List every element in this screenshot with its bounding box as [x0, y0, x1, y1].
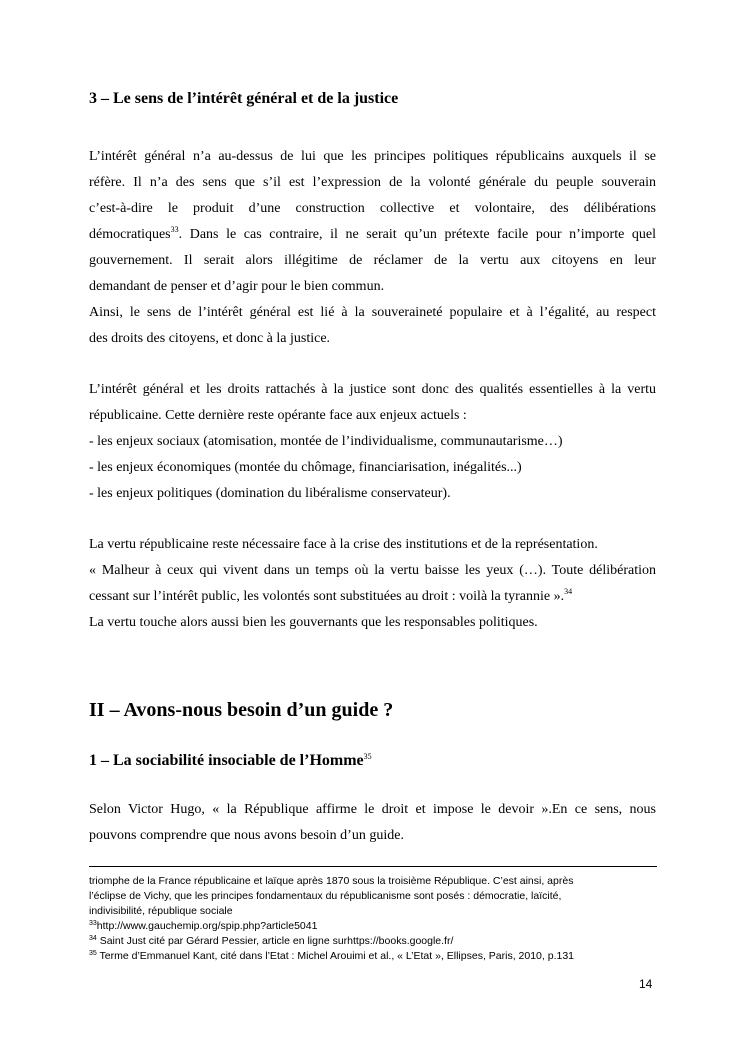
paragraph-text: . Dans le cas contraire, il ne serait qu’un prétexte facile pour n’importe quel [178, 227, 656, 242]
paragraph-line: L’intérêt général n’a au-dessus de lui que les principes politiques républicains auxquels il se [89, 149, 656, 164]
quote-line [89, 588, 656, 606]
footnote-ref-34: 34 [564, 587, 573, 596]
subsection-title: 1 – La sociabilité insociable de l’Homme [89, 752, 364, 769]
footnote-link[interactable]: http://www.gauchemip.org/spip.php?article5041 [96, 920, 318, 932]
paragraph-line: gouvernement. Il serait alors illégitime de réclamer de la vertu aux citoyens en leur [89, 253, 656, 268]
section-heading: 3 – Le sens de l’intérêt général et de la justice [89, 90, 399, 107]
paragraph-line: demandant de penser et d’agir pour le bien commun. [89, 279, 385, 294]
list-item: - les enjeux économiques (montée du chômage, financiarisation, inégalités...) [89, 460, 522, 475]
list-item: - les enjeux politiques (domination du libéralisme conservateur). [89, 486, 451, 501]
footnote-text: Terme d’Emmanuel Kant, cité dans l’Etat : Michel Arouimi et al., « L’Etat », Ellipses, Paris, 2010, p.131 [96, 950, 575, 962]
paragraph-line: La vertu républicaine reste nécessaire face à la crise des institutions et de la représentation. [89, 537, 598, 552]
paragraph-line: réfère. Il n’a des sens que s’il est l’expression de la volonté générale du peuple souverain [89, 175, 656, 190]
paragraph-line: Ainsi, le sens de l’intérêt général est lié à la souveraineté populaire et à l’égalité, au respect [89, 305, 656, 320]
paragraph-line: c’est-à-dire le produit d’une construction collective et volontaire, des délibérations [89, 201, 656, 216]
paragraph-line: Selon Victor Hugo, « la République affirme le droit et impose le devoir ».En ce sens, nous [89, 802, 656, 817]
paragraph-line: des droits des citoyens, et donc à la justice. [89, 331, 331, 346]
footnote-33 [89, 919, 317, 933]
paragraph-line: républicaine. Cette dernière reste opérante face aux enjeux actuels : [89, 408, 467, 423]
footnote-continuation: l’éclipse de Vichy, que les principes fondamentaux du républicanisme sont posés : démocratie, laïcité, [89, 890, 562, 902]
footnote-continuation: triomphe de la France républicaine et laïque après 1870 sous la troisième République. C’est ainsi, après [89, 875, 574, 887]
footnote-ref-33: 33 [170, 225, 179, 234]
paragraph-line [89, 226, 656, 244]
quote-text: cessant sur l’intérêt public, les volontés sont substituées au droit : voilà la tyrannie ». [89, 589, 565, 604]
subsection-heading [89, 752, 372, 770]
footnote-number: 34 [89, 935, 97, 942]
quote-line: « Malheur à ceux qui vivent dans un temps où la vertu baisse les yeux (…). Toute délibération [89, 563, 656, 578]
footnote-34 [89, 934, 453, 948]
footnote-separator [89, 866, 657, 867]
footnote-number: 33 [89, 920, 97, 927]
footnote-35 [89, 949, 574, 963]
footnote-text: Saint Just cité par Gérard Pessier, article en ligne surhttps://books.google.fr/ [96, 935, 454, 947]
list-item: - les enjeux sociaux (atomisation, montée de l’individualisme, communautarisme…) [89, 434, 563, 449]
footnote-continuation: indivisibilité, république sociale [89, 905, 233, 917]
part-heading: II – Avons-nous besoin d’un guide ? [89, 699, 394, 721]
paragraph-line: La vertu touche alors aussi bien les gouvernants que les responsables politiques. [89, 615, 538, 630]
page-number: 14 [639, 977, 653, 991]
footnote-ref-35: 35 [363, 752, 372, 761]
paragraph-line: pouvons comprendre que nous avons besoin d’un guide. [89, 828, 404, 843]
footnote-number: 35 [89, 950, 97, 957]
paragraph-line: L’intérêt général et les droits rattachés à la justice sont donc des qualités essentielles à la vertu [89, 382, 656, 397]
paragraph-text: démocratiques [89, 227, 171, 242]
